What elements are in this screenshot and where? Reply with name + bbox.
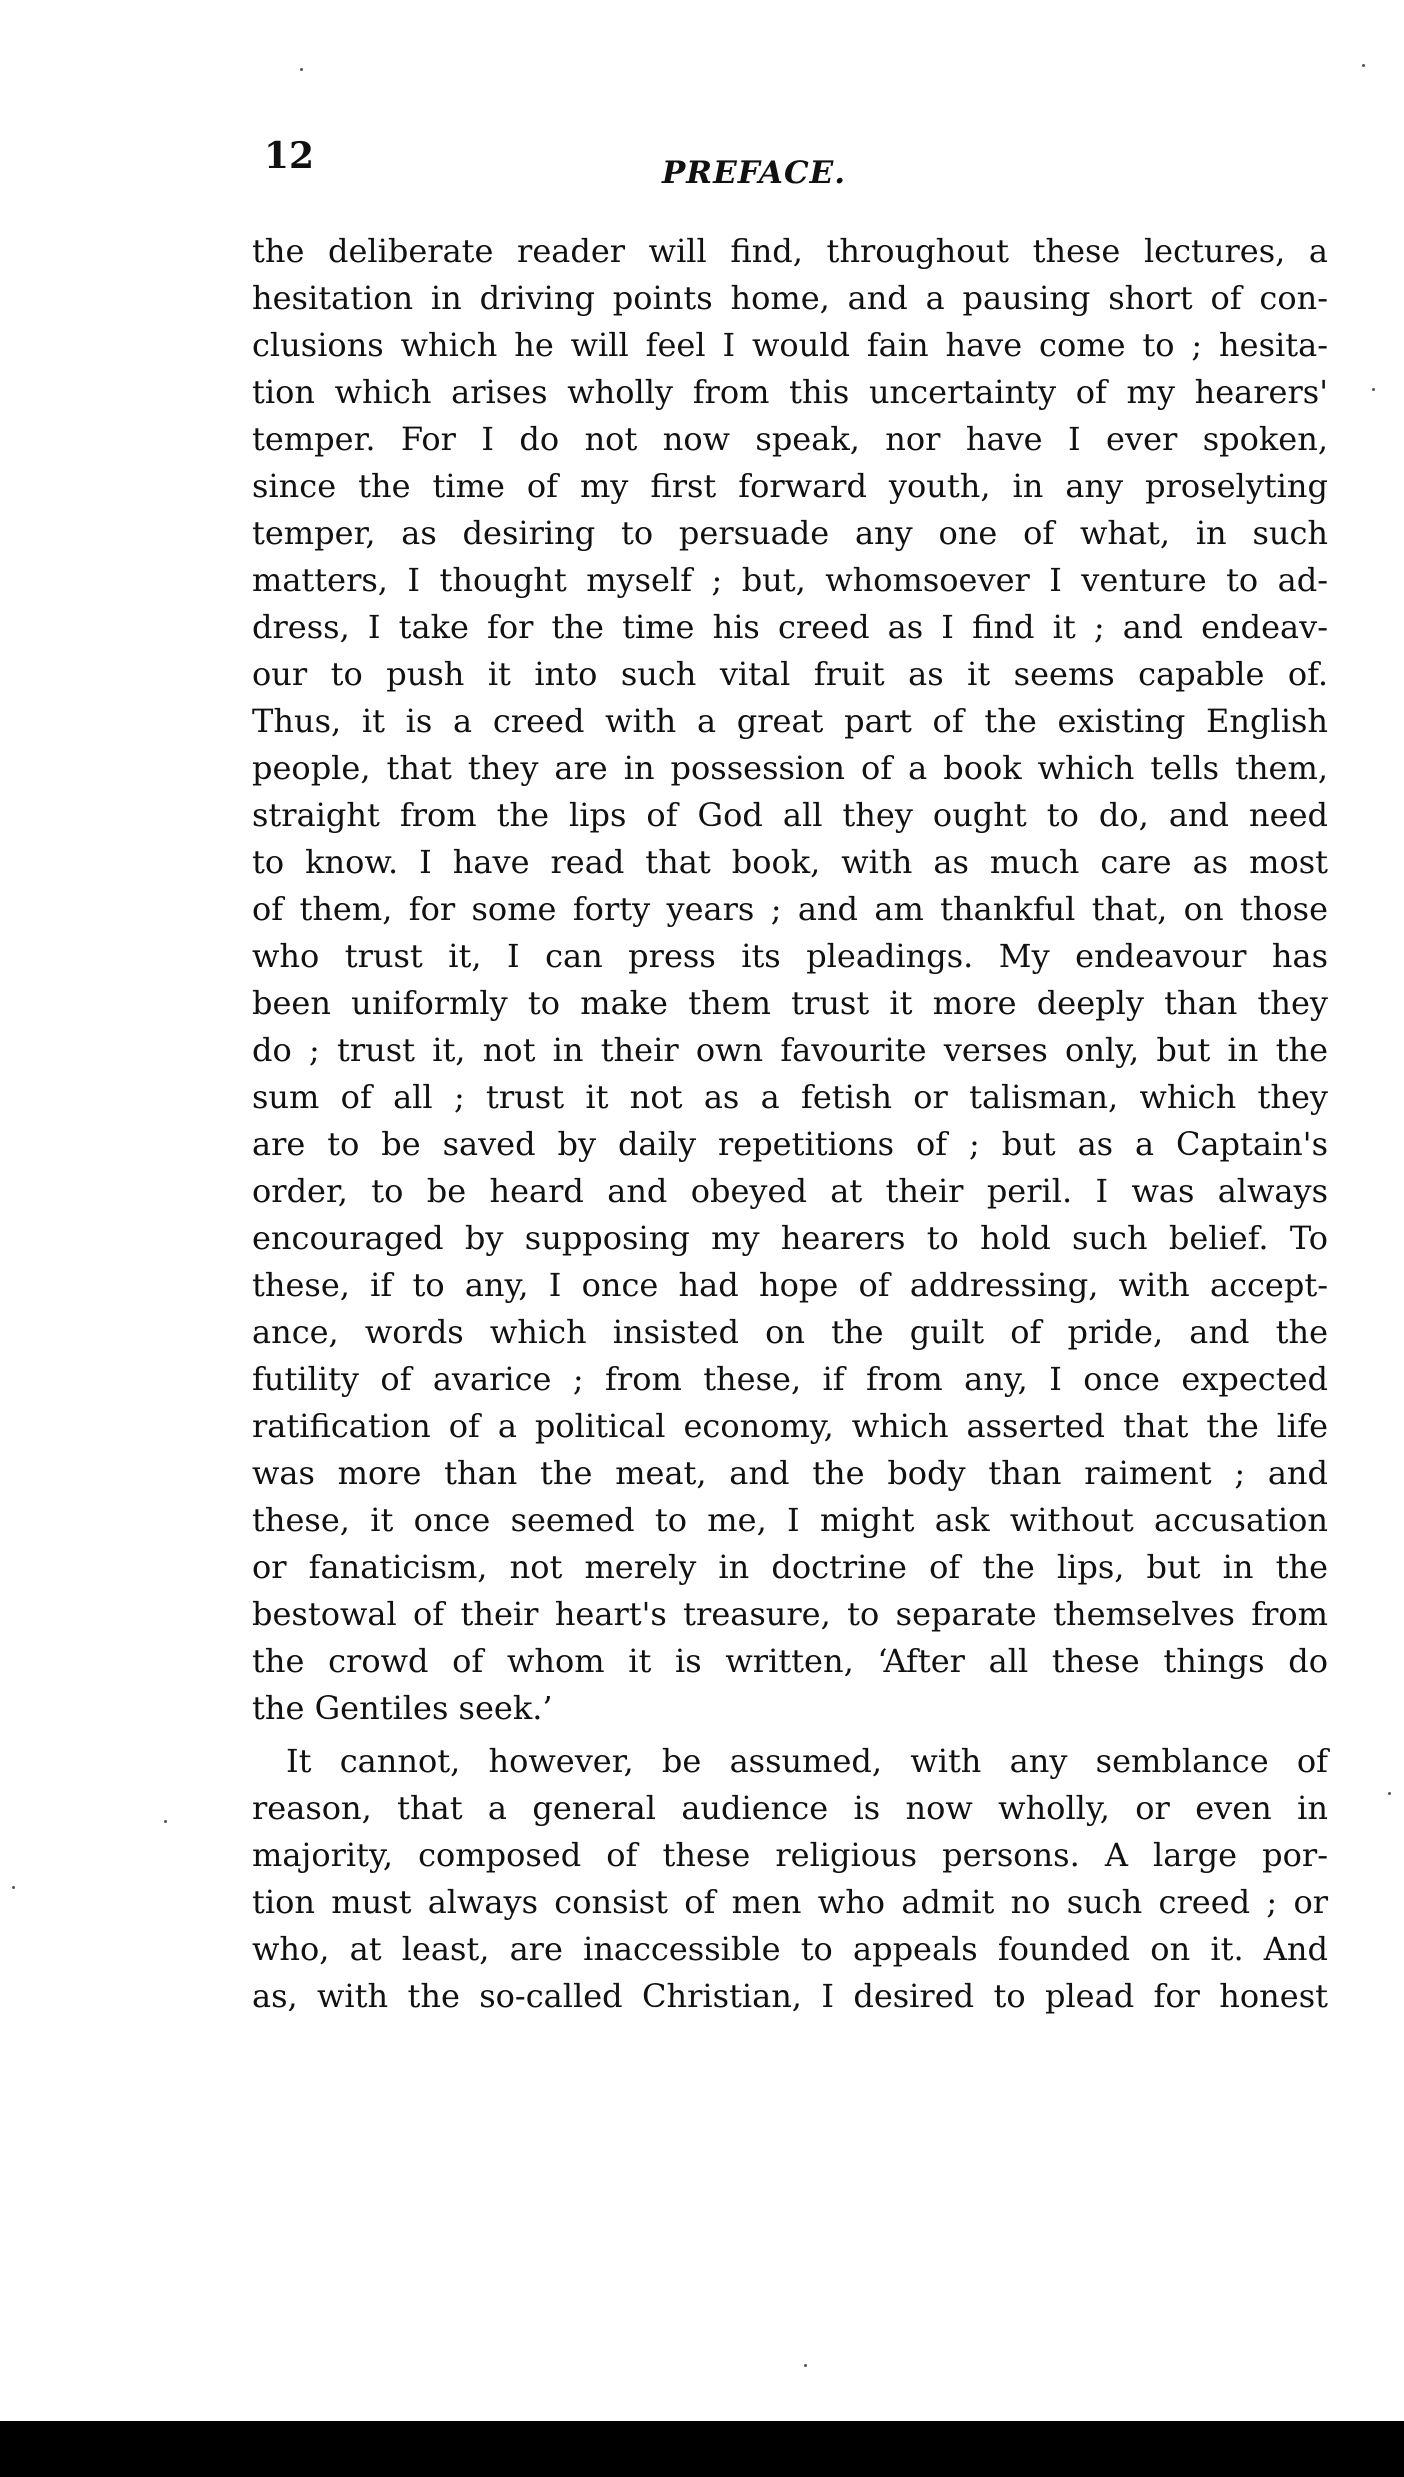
text-line: temper. For I do not now speak, nor have I ever spoken, [252, 420, 1328, 458]
text-line: dress, I take for the time his creed as I find it ; and endeav- [252, 608, 1328, 646]
text-line: our to push it into such vital fruit as it seems capable of. [252, 655, 1328, 693]
text-line: been uniformly to make them trust it more deeply than they [252, 984, 1328, 1022]
text-line: futility of avarice ; from these, if from any, I once expected [252, 1360, 1328, 1398]
text-line: matters, I thought myself ; but, whomsoever I venture to ad- [252, 561, 1328, 599]
text-line: temper, as desiring to persuade any one of what, in such [252, 514, 1328, 552]
running-head: PREFACE. [662, 155, 847, 191]
scan-speck [164, 1820, 167, 1823]
text-line: majority, composed of these religious persons. A large por- [252, 1836, 1328, 1874]
text-line: ratification of a political economy, which asserted that the life [252, 1407, 1328, 1445]
scan-speck [1362, 64, 1365, 67]
body-text [252, 228, 1328, 2020]
scan-speck [1388, 1792, 1391, 1795]
scan-border-bottom [0, 2421, 1404, 2477]
text-line: Thus, it is a creed with a great part of the existing English [252, 702, 1328, 740]
text-line: straight from the lips of God all they ought to do, and need [252, 796, 1328, 834]
text-line: sum of all ; trust it not as a fetish or talisman, which they [252, 1078, 1328, 1116]
text-line: as, with the so-called Christian, I desired to plead for honest [252, 1977, 1328, 2015]
text-line: do ; trust it, not in their own favourite verses only, but in the [252, 1031, 1328, 1069]
text-line: tion must always consist of men who admit no such creed ; or [252, 1883, 1328, 1921]
scan-speck [1372, 388, 1375, 391]
scan-speck [300, 68, 303, 71]
text-line: was more than the meat, and the body than raiment ; and [252, 1454, 1328, 1492]
text-line: to know. I have read that book, with as much care as most [252, 843, 1328, 881]
text-line: tion which arises wholly from this uncertainty of my hearers' [252, 373, 1328, 411]
text-line: who, at least, are inaccessible to appeals founded on it. And [252, 1930, 1328, 1968]
text-line: the deliberate reader will find, throughout these lectures, a [252, 232, 1328, 270]
text-line: people, that they are in possession of a book which tells them, [252, 749, 1328, 787]
text-line: these, it once seemed to me, I might ask without accusation [252, 1501, 1328, 1539]
text-line: clusions which he will feel I would fain have come to ; hesita- [252, 326, 1328, 364]
text-line: since the time of my first forward youth, in any proselyting [252, 467, 1328, 505]
text-line: bestowal of their heart's treasure, to separate themselves from [252, 1595, 1328, 1633]
page-number: 12 [264, 135, 315, 177]
text-line: order, to be heard and obeyed at their peril. I was always [252, 1172, 1328, 1210]
text-line: are to be saved by daily repetitions of ; but as a Captain's [252, 1125, 1328, 1163]
text-line: who trust it, I can press its pleadings. My endeavour has [252, 937, 1328, 975]
text-line: encouraged by supposing my hearers to hold such belief. To [252, 1219, 1328, 1257]
text-line: these, if to any, I once had hope of addressing, with accept- [252, 1266, 1328, 1304]
text-line: of them, for some forty years ; and am thankful that, on those [252, 890, 1328, 928]
text-line: the crowd of whom it is written, ‘After all these things do [252, 1642, 1328, 1680]
text-line: hesitation in driving points home, and a pausing short of con- [252, 279, 1328, 317]
text-line: It cannot, however, be assumed, with any semblance of [286, 1742, 1328, 1780]
scan-speck [12, 1886, 15, 1889]
text-line: reason, that a general audience is now wholly, or even in [252, 1789, 1328, 1827]
text-line: or fanaticism, not merely in doctrine of the lips, but in the [252, 1548, 1328, 1586]
text-line: ance, words which insisted on the guilt of pride, and the [252, 1313, 1328, 1351]
text-line: the Gentiles seek.’ [252, 1689, 553, 1727]
scan-speck [804, 2364, 807, 2367]
